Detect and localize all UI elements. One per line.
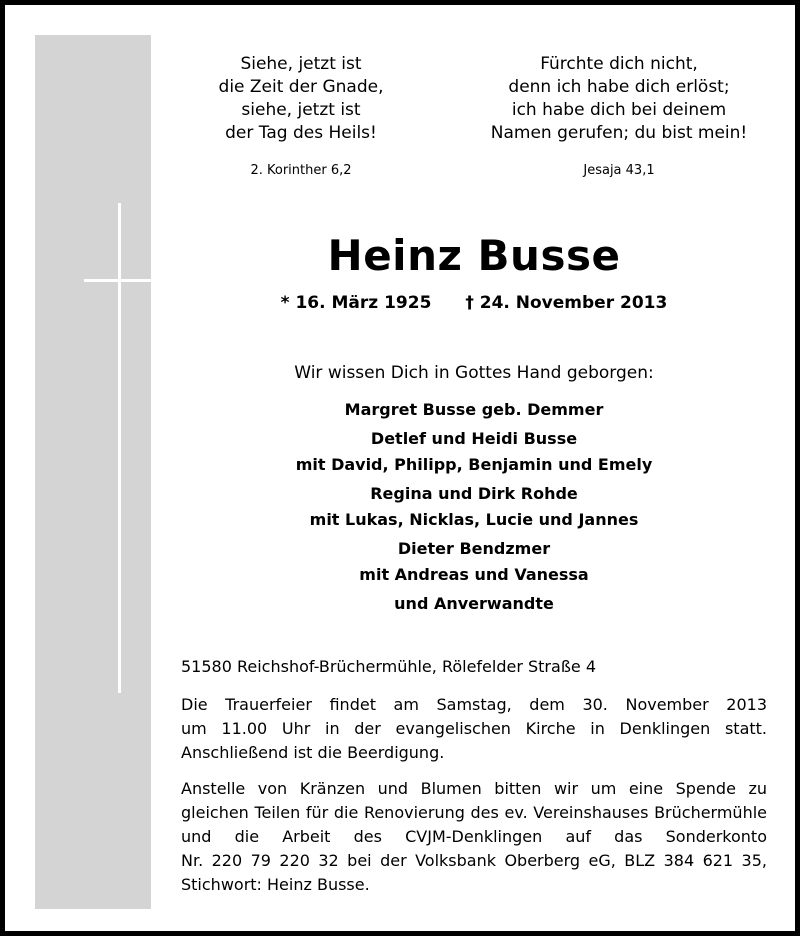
family-line: mit Lukas, Nicklas, Lucie und Jannes bbox=[309, 510, 639, 529]
family-line: mit David, Philipp, Benjamin und Emely bbox=[295, 455, 653, 474]
family-line: Detlef und Heidi Busse bbox=[370, 429, 578, 448]
family-group bbox=[181, 426, 767, 478]
funeral-line: um 11.00 Uhr in der evangelischen Kirche in Denklingen statt. bbox=[181, 719, 767, 738]
cross-icon-horizontal bbox=[84, 279, 160, 282]
verse-line: der Tag des Heils! bbox=[225, 123, 377, 143]
birth-date: * 16. März 1925 bbox=[280, 293, 432, 313]
donation-line: und die Arbeit des CVJM-Denklingen auf das Sonderkonto bbox=[181, 827, 767, 846]
verse-line: Namen gerufen; du bist mein! bbox=[490, 123, 748, 143]
funeral-info bbox=[181, 693, 767, 765]
donation-line: Stichwort: Heinz Busse. bbox=[181, 875, 370, 894]
family-list bbox=[181, 397, 767, 620]
family-group bbox=[181, 481, 767, 533]
life-dates bbox=[181, 293, 767, 313]
family-line: mit Andreas und Vanessa bbox=[359, 565, 589, 584]
donation-info bbox=[181, 777, 767, 897]
intro-text: Wir wissen Dich in Gottes Hand geborgen: bbox=[294, 363, 654, 383]
verse-right bbox=[471, 53, 767, 182]
death-date: † 24. November 2013 bbox=[465, 293, 668, 313]
verse-line: Fürchte dich nicht, bbox=[540, 54, 698, 74]
verse-line: Siehe, jetzt ist bbox=[240, 54, 362, 74]
sidebar-panel bbox=[35, 35, 151, 909]
funeral-line: Anschließend ist die Beerdigung. bbox=[181, 743, 445, 762]
verse-reference: 2. Korinther 6,2 bbox=[250, 163, 352, 178]
verse-line: siehe, jetzt ist bbox=[241, 100, 361, 120]
verse-left bbox=[181, 53, 421, 182]
verse-line: ich habe dich bei deinem bbox=[511, 100, 727, 120]
family-line: Dieter Bendzmer bbox=[397, 539, 551, 558]
family-group bbox=[181, 591, 767, 617]
donation-line: Anstelle von Kränzen und Blumen bitten wir um eine Spende zu bbox=[181, 779, 767, 798]
donation-line: gleichen Teilen für die Renovierung des ev. Vereinshauses Brüchermühle bbox=[181, 803, 767, 822]
verse-line: denn ich habe dich erlöst; bbox=[508, 77, 730, 97]
verse-reference: Jesaja 43,1 bbox=[583, 163, 655, 178]
donation-line: Nr. 220 79 220 32 bei der Volksbank Oberberg eG, BLZ 384 621 35, bbox=[181, 851, 767, 870]
family-line: Margret Busse geb. Demmer bbox=[344, 400, 604, 419]
address: 51580 Reichshof-Brüchermühle, Rölefelder Straße 4 bbox=[181, 657, 596, 676]
family-line: und Anverwandte bbox=[394, 594, 554, 613]
cross-icon-vertical bbox=[118, 203, 121, 693]
deceased-name: Heinz Busse bbox=[327, 231, 621, 280]
family-line: Regina und Dirk Rohde bbox=[370, 484, 578, 503]
funeral-line: Die Trauerfeier findet am Samstag, dem 30. November 2013 bbox=[181, 695, 767, 714]
verse-line: die Zeit der Gnade, bbox=[218, 77, 384, 97]
family-group bbox=[181, 397, 767, 423]
family-group bbox=[181, 536, 767, 588]
